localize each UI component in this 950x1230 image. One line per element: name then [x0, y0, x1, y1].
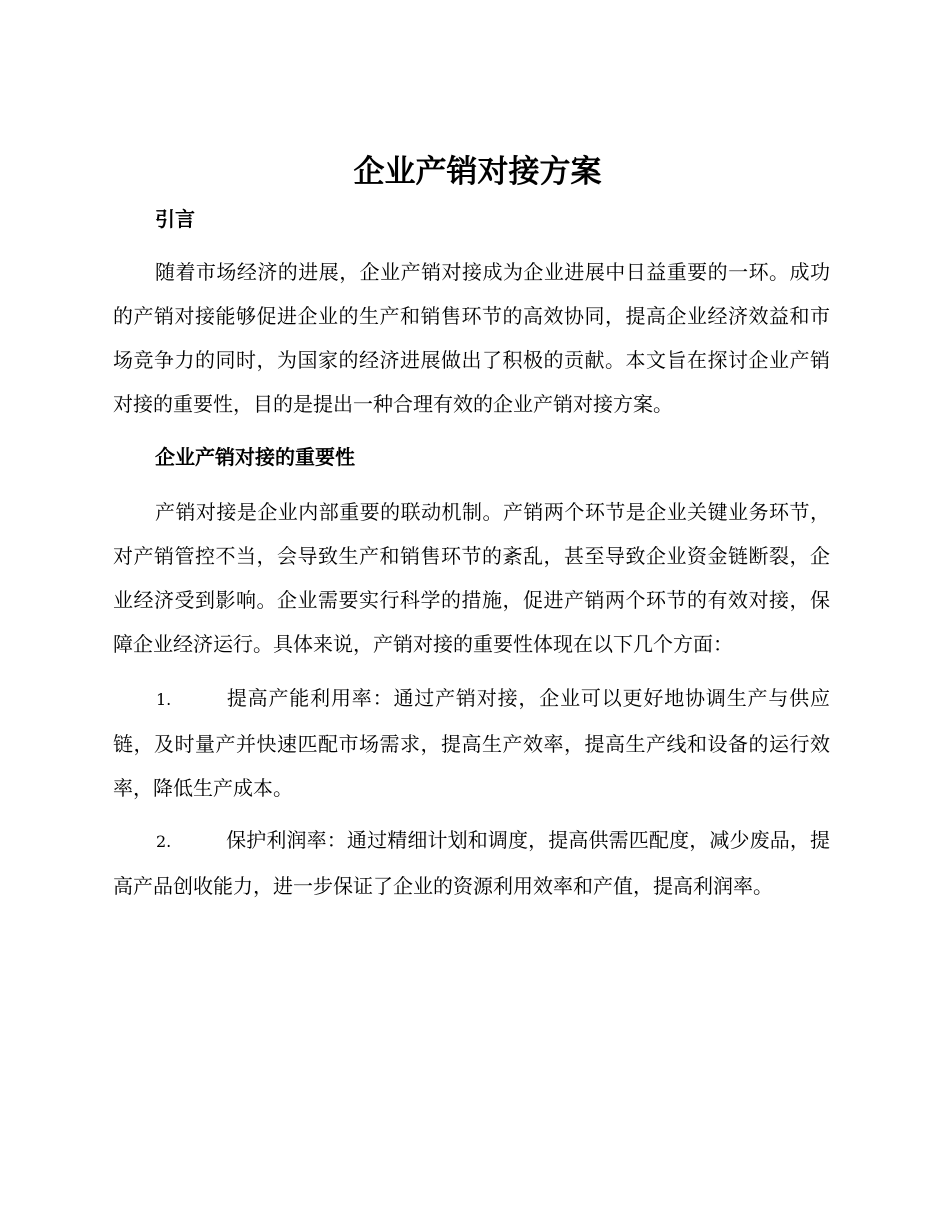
introduction-paragraph: 随着市场经济的进展，企业产销对接成为企业进展中日益重要的一环。成功的产销对接能够促进企业的生产和销售环节的高效协同，提高企业经济效益和市场竞争力的同时，为国家的经济进展做出了积极的贡献。本文旨在探讨企业产销对接的重要性，目的是提出一种合理有效的企业产销对接方案。: [113, 260, 830, 416]
list-item-number: 1.: [156, 690, 172, 709]
list-item-number: 2.: [156, 832, 172, 851]
importance-paragraph: 产销对接是企业内部重要的联动机制。产销两个环节是企业关键业务环节，对产销管控不当，会导致生产和销售环节的紊乱，甚至导致企业资金链断裂，企业经济受到影响。企业需要实行科学的措施，促进产销两个环节的有效对接，保障企业经济运行。具体来说，产销对接的重要性体现在以下几个方面：: [113, 500, 830, 656]
list-item-text: 保护利润率：通过精细计划和调度，提高供需匹配度，减少废品，提高产品创收能力，进一步保证了企业的资源利用效率和产值，提高利润率。: [113, 828, 830, 898]
list-item: [113, 676, 830, 810]
section-heading-introduction: 引言: [155, 207, 195, 231]
document-title: 企业产销对接方案: [353, 154, 602, 190]
list-item-text: 提高产能利用率：通过产销对接，企业可以更好地协调生产与供应链，及时量产并快速匹配市场需求，提高生产效率，提高生产线和设备的运行效率，降低生产成本。: [113, 686, 830, 800]
list-item: [113, 818, 830, 908]
section-heading-importance: 企业产销对接的重要性: [155, 445, 355, 469]
